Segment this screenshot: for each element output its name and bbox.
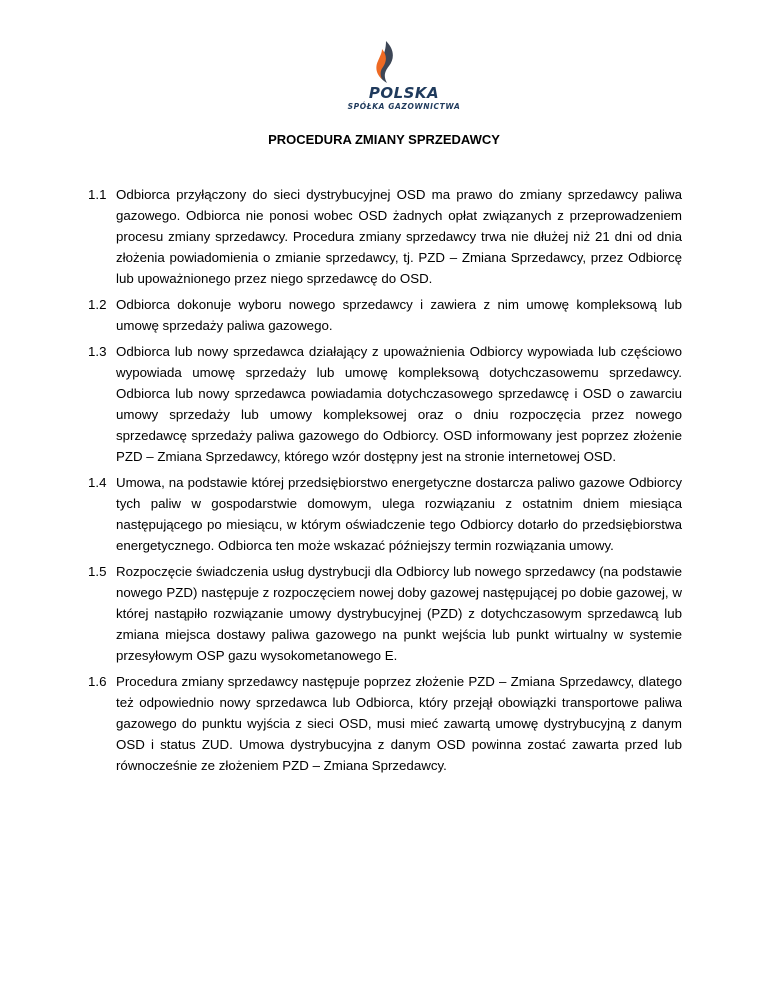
item-number: 1.6 <box>88 674 107 689</box>
item-text: Umowa, na podstawie której przedsiębiorstwo energetyczne dostarcza paliwo gazowe Odbiorcy tych paliw w gospodarstwie domowym, ulega rozwiązaniu z ostatnim dniem miesiąca następującego po miesiącu, w którym oświadczenie tego Odbiorcy dotarło do przedsiębiorstwa energetycznego. Odbiorca ten może wskazać późniejszy termin rozwiązania umowy. <box>116 475 682 553</box>
item-text: Odbiorca przyłączony do sieci dystrybucyjnej OSD ma prawo do zmiany sprzedawcy paliwa gazowego. Odbiorca nie ponosi wobec OSD żadnych opłat związanych z przeprowadzeniem procesu zmiany sprzedawcy. Procedura zmiany sprzedawcy trwa nie dłużej niż 21 dni od dnia złożenia powiadomienia o zmianie sprzedawcy, tj. PZD – Zmiana Sprzedawcy, przez Odbiorcę lub upoważnionego przez niego sprzedawcę do OSD. <box>116 187 682 286</box>
item-text: Rozpoczęcie świadczenia usług dystrybucji dla Odbiorcy lub nowego sprzedawcy (na podstawie nowego PZD) następuje z rozpoczęciem nowej doby gazowej następującej po dobie gazowej, w której nastąpiło rozwiązanie umowy dystrybucyjnej (PZD) z dotychczasowym sprzedawcą lub zmiana miejsca dostawy paliwa gazowego na punkt wejścia lub punkt wirtualny w systemie przesyłowym OSP gazu wysokometanowego E. <box>116 564 682 663</box>
procedure-item <box>88 671 682 776</box>
item-text: Odbiorca dokonuje wyboru nowego sprzedawcy i zawiera z nim umowę kompleksową lub umowę sprzedaży paliwa gazowego. <box>116 297 682 333</box>
item-number: 1.3 <box>88 344 107 359</box>
item-number: 1.2 <box>88 297 107 312</box>
procedure-item <box>88 184 682 289</box>
item-text: Odbiorca lub nowy sprzedawca działający z upoważnienia Odbiorcy wypowiada lub częściowo wypowiada umowę sprzedaży lub umowę kompleksową dotychczasowemu sprzedawcy. Odbiorca lub nowy sprzedawca powiadamia dotychczasowego sprzedawcę i OSD o zawarciu umowy sprzedaży lub umowy kompleksowej oraz o dniu rozpoczęcia przez nowego sprzedawcę sprzedaży paliwa gazowego do Odbiorcy. OSD informowany jest poprzez złożenie PZD – Zmiana Sprzedawcy, którego wzór dostępny jest na stronie internetowej OSD. <box>116 344 682 464</box>
procedure-item <box>88 561 682 666</box>
company-logo <box>0 40 768 112</box>
item-number: 1.4 <box>88 475 107 490</box>
item-text: Procedura zmiany sprzedawcy następuje poprzez złożenie PZD – Zmiana Sprzedawcy, dlatego też odpowiednio nowy sprzedawca lub Odbiorca, który przejął obowiązki transportowe paliwa gazowego do punktu wyjścia z sieci OSD, musi mieć zawartą umowę dystrybucyjną z danym OSD i status ZUD. Umowa dystrybucyjna z danym OSD powinna zostać zawarta przed lub równocześnie ze złożeniem PZD – Zmiana Sprzedawcy. <box>116 674 682 773</box>
flame-icon <box>370 40 398 84</box>
brand-subtitle: SPÓŁKA GAZOWNICTWA <box>347 102 461 111</box>
item-number: 1.1 <box>88 187 107 202</box>
document-title: PROCEDURA ZMIANY SPRZEDAWCY <box>268 132 500 147</box>
brand-name: POLSKA <box>368 84 440 102</box>
item-number: 1.5 <box>88 564 107 579</box>
procedure-item <box>88 472 682 556</box>
procedure-list <box>88 184 682 781</box>
procedure-item <box>88 294 682 336</box>
procedure-item <box>88 341 682 467</box>
